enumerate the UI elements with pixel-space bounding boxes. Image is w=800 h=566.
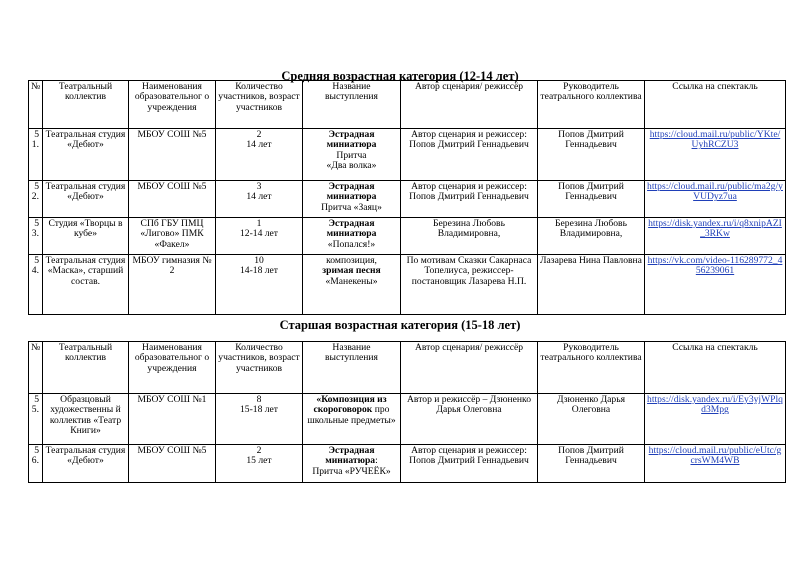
leader-cell: Лазарева Нина Павловна bbox=[538, 255, 645, 315]
collective-cell: Студия «Творцы в кубе» bbox=[43, 218, 129, 255]
row-number: 53. bbox=[29, 218, 43, 255]
header-cell: Название выступления bbox=[303, 81, 401, 129]
leader-cell: Дзюненко Дарья Олеговна bbox=[538, 394, 645, 445]
collective-cell: Театральная студия «Дебют» bbox=[43, 181, 129, 218]
performance-cell: Эстрадная миниатюра «Попался!» bbox=[303, 218, 401, 255]
link-cell bbox=[645, 394, 786, 445]
participants-cell: 10 14-18 лет bbox=[216, 255, 303, 315]
performance-cell: «Композиция из скороговорок про школьные предметы» bbox=[303, 394, 401, 445]
performance-cell: Эстрадная миниатюра: Притча «РУЧЕЁК» bbox=[303, 445, 401, 483]
header-cell: Руководитель театрального коллектива bbox=[538, 81, 645, 129]
header-cell: Количество участников, возраст участников bbox=[216, 342, 303, 394]
author-cell: Автор сценария и режиссер: Попов Дмитрий Геннадьевич bbox=[401, 445, 538, 483]
school-cell: МБОУ СОШ №5 bbox=[129, 181, 216, 218]
header-cell: Автор сценария/ режиссёр bbox=[401, 342, 538, 394]
table-row bbox=[29, 255, 786, 315]
author-cell: Автор сценария и режиссер: Попов Дмитрий Геннадьевич bbox=[401, 129, 538, 181]
collective-cell: Театральная студия «Дебют» bbox=[43, 129, 129, 181]
section-title-senior: Старшая возрастная категория (15-18 лет) bbox=[279, 318, 521, 332]
table-row bbox=[29, 445, 786, 483]
header-cell: Наименования образовательног о учреждения bbox=[129, 342, 216, 394]
author-cell: По мотивам Сказки Сакарнаса Топелиуса, режиссер-постановщик Лазарева Н.П. bbox=[401, 255, 538, 315]
school-cell: МБОУ СОШ №1 bbox=[129, 394, 216, 445]
school-cell: СПб ГБУ ПМЦ «Лиговo» ПМК «Факел» bbox=[129, 218, 216, 255]
performance-link[interactable]: https://vk.com/video-116289772_456239061 bbox=[647, 255, 783, 277]
table-senior bbox=[28, 341, 786, 483]
row-number: 56. bbox=[29, 445, 43, 483]
leader-cell: Попов Дмитрий Геннадьевич bbox=[538, 181, 645, 218]
link-cell bbox=[645, 445, 786, 483]
performance-link[interactable]: https://disk.yandex.ru/i/q8xnipAZI_3RKw bbox=[648, 218, 782, 240]
table-row bbox=[29, 181, 786, 218]
header-cell: № bbox=[29, 81, 43, 129]
table-row bbox=[29, 394, 786, 445]
header-cell: Название выступления bbox=[303, 342, 401, 394]
collective-cell: Театральная студия «Дебют» bbox=[43, 445, 129, 483]
participants-cell: 3 14 лет bbox=[216, 181, 303, 218]
performance-link[interactable]: https://cloud.mail.ru/public/ma2g/yVUDyz7ua bbox=[647, 181, 783, 203]
header-cell: Количество участников, возраст участников bbox=[216, 81, 303, 129]
leader-cell: Попов Дмитрий Геннадьевич bbox=[538, 129, 645, 181]
header-cell: Ссылка на спектакль bbox=[645, 342, 786, 394]
collective-cell: Образцовый художественны й коллектив «Театр Книги» bbox=[43, 394, 129, 445]
author-cell: Березина Любовь Владимировна, bbox=[401, 218, 538, 255]
row-number: 54. bbox=[29, 255, 43, 315]
school-cell: МБОУ СОШ №5 bbox=[129, 129, 216, 181]
performance-link[interactable]: https://cloud.mail.ru/public/eUtc/gcrsWM4WB bbox=[648, 445, 782, 467]
participants-cell: 2 15 лет bbox=[216, 445, 303, 483]
row-number: 52. bbox=[29, 181, 43, 218]
leader-cell: Попов Дмитрий Геннадьевич bbox=[538, 445, 645, 483]
row-number: 55. bbox=[29, 394, 43, 445]
header-cell: Наименования образовательног о учреждения bbox=[129, 81, 216, 129]
header-cell: № bbox=[29, 342, 43, 394]
performance-link[interactable]: https://disk.yandex.ru/i/Ey3yjWPlqd3Mpg bbox=[647, 394, 783, 416]
header-cell: Театральный коллектив bbox=[43, 342, 129, 394]
collective-cell: Театральная студия «Маска», старший состав. bbox=[43, 255, 129, 315]
performance-link[interactable]: https://cloud.mail.ru/public/YKte/UyhRCZU3 bbox=[649, 129, 781, 151]
table-middle bbox=[28, 80, 786, 315]
header-cell: Руководитель театрального коллектива bbox=[538, 342, 645, 394]
table-header-row bbox=[29, 342, 786, 394]
performance-cell: композиция, зримая песня «Манекены» bbox=[303, 255, 401, 315]
table-row bbox=[29, 218, 786, 255]
table-header-row bbox=[29, 81, 786, 129]
performance-cell: Эстрадная миниатюра Притча «Заяц» bbox=[303, 181, 401, 218]
author-cell: Автор и режиссёр – Дзюненко Дарья Олеговна bbox=[401, 394, 538, 445]
participants-cell: 1 12-14 лет bbox=[216, 218, 303, 255]
school-cell: МБОУ СОШ №5 bbox=[129, 445, 216, 483]
link-cell bbox=[645, 129, 786, 181]
header-cell: Театральный коллектив bbox=[43, 81, 129, 129]
row-number: 51. bbox=[29, 129, 43, 181]
header-cell: Ссылка на спектакль bbox=[645, 81, 786, 129]
participants-cell: 2 14 лет bbox=[216, 129, 303, 181]
header-cell: Автор сценария/ режиссёр bbox=[401, 81, 538, 129]
participants-cell: 8 15-18 лет bbox=[216, 394, 303, 445]
table-row bbox=[29, 129, 786, 181]
leader-cell: Березина Любовь Владимировна, bbox=[538, 218, 645, 255]
section-title-middle: Средняя возрастная категория (12-14 лет) bbox=[281, 69, 519, 83]
link-cell bbox=[645, 255, 786, 315]
author-cell: Автор сценария и режиссер: Попов Дмитрий Геннадьевич bbox=[401, 181, 538, 218]
link-cell bbox=[645, 181, 786, 218]
school-cell: МБОУ гимназия № 2 bbox=[129, 255, 216, 315]
performance-cell: Эстрадная миниатюра Притча «Два волка» bbox=[303, 129, 401, 181]
link-cell bbox=[645, 218, 786, 255]
